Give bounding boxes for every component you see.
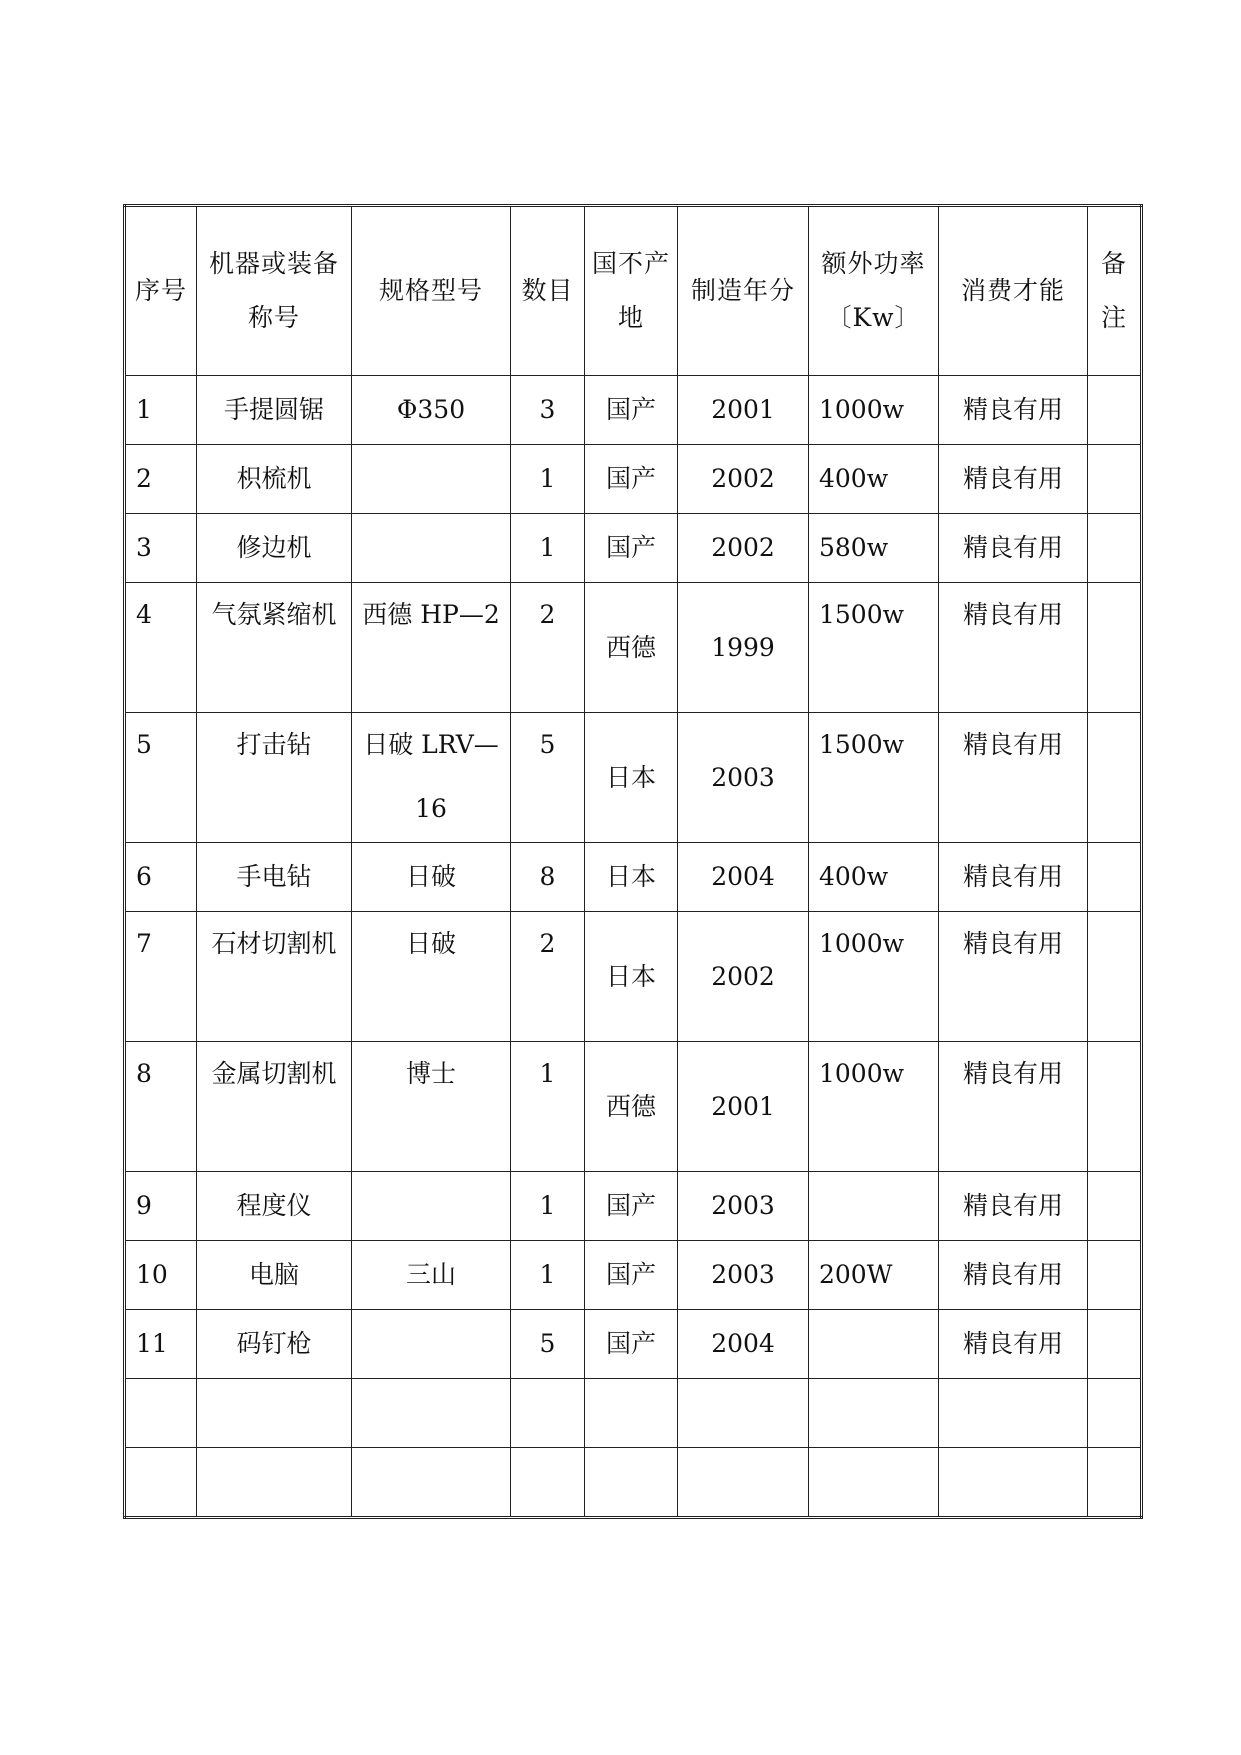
- cell-note: [1088, 376, 1142, 445]
- cell-performance: 精良有用: [939, 1241, 1088, 1310]
- table-row: [125, 1172, 1142, 1241]
- cell-power: 580w: [809, 514, 939, 583]
- cell-performance: 精良有用: [939, 1172, 1088, 1241]
- cell-power: 1500w: [809, 583, 939, 713]
- cell-model: 日破: [352, 843, 511, 912]
- header-power: 额外功率〔Kw〕: [809, 206, 939, 376]
- cell-model: [352, 1379, 511, 1448]
- cell-performance: 精良有用: [939, 514, 1088, 583]
- cell-year: 2002: [678, 912, 809, 1042]
- table-row: [125, 912, 1142, 1042]
- cell-qty: 1: [511, 514, 585, 583]
- cell-qty: 2: [511, 583, 585, 713]
- table-row: [125, 1042, 1142, 1172]
- cell-qty: 1: [511, 1172, 585, 1241]
- cell-name: 打击钻: [197, 713, 352, 843]
- cell-performance: 精良有用: [939, 376, 1088, 445]
- header-year: 制造年分: [678, 206, 809, 376]
- cell-power: [809, 1310, 939, 1379]
- cell-seq: 4: [125, 583, 197, 713]
- cell-year: [678, 1448, 809, 1518]
- cell-year: 2002: [678, 445, 809, 514]
- cell-origin: [585, 1379, 678, 1448]
- cell-performance: 精良有用: [939, 1042, 1088, 1172]
- cell-name: 石材切割机: [197, 912, 352, 1042]
- cell-origin: [585, 1448, 678, 1518]
- cell-note: [1088, 713, 1142, 843]
- cell-year: 2003: [678, 713, 809, 843]
- cell-origin: 西德: [585, 583, 678, 713]
- cell-year: 2004: [678, 1310, 809, 1379]
- cell-power: 1500w: [809, 713, 939, 843]
- cell-origin: 国产: [585, 1310, 678, 1379]
- cell-power: [809, 1172, 939, 1241]
- header-model: 规格型号: [352, 206, 511, 376]
- table-row: [125, 713, 1142, 843]
- header-row: [125, 206, 1142, 376]
- cell-name: [197, 1379, 352, 1448]
- cell-note: [1088, 445, 1142, 514]
- cell-note: [1088, 1448, 1142, 1518]
- cell-seq: 3: [125, 514, 197, 583]
- equipment-sheet: [123, 204, 1140, 1519]
- cell-power: 400w: [809, 843, 939, 912]
- cell-origin: 国产: [585, 1172, 678, 1241]
- cell-qty: [511, 1448, 585, 1518]
- cell-year: 2001: [678, 1042, 809, 1172]
- table-row: [125, 843, 1142, 912]
- table-row: [125, 1448, 1142, 1518]
- cell-performance: 精良有用: [939, 713, 1088, 843]
- cell-year: 2004: [678, 843, 809, 912]
- cell-seq: 5: [125, 713, 197, 843]
- cell-name: 修边机: [197, 514, 352, 583]
- table-row: [125, 583, 1142, 713]
- cell-model: 西德 HP—2: [352, 583, 511, 713]
- cell-year: [678, 1379, 809, 1448]
- cell-model: [352, 1172, 511, 1241]
- cell-origin: 国产: [585, 1241, 678, 1310]
- cell-name: 手电钻: [197, 843, 352, 912]
- cell-seq: 6: [125, 843, 197, 912]
- cell-model: Φ350: [352, 376, 511, 445]
- cell-qty: 2: [511, 912, 585, 1042]
- cell-qty: 5: [511, 1310, 585, 1379]
- cell-origin: 国产: [585, 445, 678, 514]
- cell-origin: 日本: [585, 843, 678, 912]
- table-row: [125, 445, 1142, 514]
- cell-performance: 精良有用: [939, 583, 1088, 713]
- header-note: 备注: [1088, 206, 1142, 376]
- header-performance: 消费才能: [939, 206, 1088, 376]
- cell-power: 1000w: [809, 912, 939, 1042]
- cell-year: 2002: [678, 514, 809, 583]
- cell-note: [1088, 843, 1142, 912]
- cell-model: [352, 514, 511, 583]
- cell-name: 手提圆锯: [197, 376, 352, 445]
- cell-note: [1088, 912, 1142, 1042]
- cell-seq: 10: [125, 1241, 197, 1310]
- cell-note: [1088, 1042, 1142, 1172]
- cell-seq: 1: [125, 376, 197, 445]
- cell-year: 2003: [678, 1172, 809, 1241]
- cell-performance: 精良有用: [939, 912, 1088, 1042]
- cell-qty: 3: [511, 376, 585, 445]
- cell-seq: [125, 1379, 197, 1448]
- cell-note: [1088, 514, 1142, 583]
- cell-power: [809, 1448, 939, 1518]
- cell-seq: [125, 1448, 197, 1518]
- cell-note: [1088, 1310, 1142, 1379]
- cell-name: 电脑: [197, 1241, 352, 1310]
- cell-power: 200W: [809, 1241, 939, 1310]
- cell-model: [352, 445, 511, 514]
- cell-qty: [511, 1379, 585, 1448]
- cell-performance: 精良有用: [939, 843, 1088, 912]
- cell-model: 日破 LRV—16: [352, 713, 511, 843]
- cell-note: [1088, 1241, 1142, 1310]
- cell-year: 1999: [678, 583, 809, 713]
- cell-note: [1088, 583, 1142, 713]
- cell-model: [352, 1310, 511, 1379]
- cell-model: 博士: [352, 1042, 511, 1172]
- table-row: [125, 376, 1142, 445]
- cell-year: 2003: [678, 1241, 809, 1310]
- cell-power: 1000w: [809, 1042, 939, 1172]
- cell-name: 金属切割机: [197, 1042, 352, 1172]
- cell-seq: 2: [125, 445, 197, 514]
- cell-origin: 日本: [585, 713, 678, 843]
- cell-origin: 国产: [585, 376, 678, 445]
- cell-model: 三山: [352, 1241, 511, 1310]
- cell-qty: 5: [511, 713, 585, 843]
- cell-model: [352, 1448, 511, 1518]
- table-row: [125, 514, 1142, 583]
- header-name: 机器或装备称号: [197, 206, 352, 376]
- cell-qty: 1: [511, 1241, 585, 1310]
- cell-name: 枳梳机: [197, 445, 352, 514]
- cell-qty: 1: [511, 445, 585, 514]
- cell-note: [1088, 1379, 1142, 1448]
- cell-origin: 日本: [585, 912, 678, 1042]
- cell-performance: 精良有用: [939, 1310, 1088, 1379]
- cell-power: [809, 1379, 939, 1448]
- cell-name: [197, 1448, 352, 1518]
- equipment-table: [123, 204, 1143, 1519]
- cell-model: 日破: [352, 912, 511, 1042]
- cell-origin: 国产: [585, 514, 678, 583]
- cell-qty: 1: [511, 1042, 585, 1172]
- table-row: [125, 1241, 1142, 1310]
- cell-power: 400w: [809, 445, 939, 514]
- header-qty: 数目: [511, 206, 585, 376]
- cell-name: 程度仪: [197, 1172, 352, 1241]
- table-row: [125, 1379, 1142, 1448]
- cell-note: [1088, 1172, 1142, 1241]
- cell-performance: 精良有用: [939, 445, 1088, 514]
- cell-qty: 8: [511, 843, 585, 912]
- cell-seq: 11: [125, 1310, 197, 1379]
- header-origin: 国不产地: [585, 206, 678, 376]
- cell-name: 气氛紧缩机: [197, 583, 352, 713]
- cell-power: 1000w: [809, 376, 939, 445]
- cell-seq: 8: [125, 1042, 197, 1172]
- cell-name: 码钉枪: [197, 1310, 352, 1379]
- header-seq: 序号: [125, 206, 197, 376]
- cell-performance: [939, 1379, 1088, 1448]
- cell-seq: 7: [125, 912, 197, 1042]
- cell-performance: [939, 1448, 1088, 1518]
- cell-seq: 9: [125, 1172, 197, 1241]
- table-row: [125, 1310, 1142, 1379]
- cell-origin: 西德: [585, 1042, 678, 1172]
- cell-year: 2001: [678, 376, 809, 445]
